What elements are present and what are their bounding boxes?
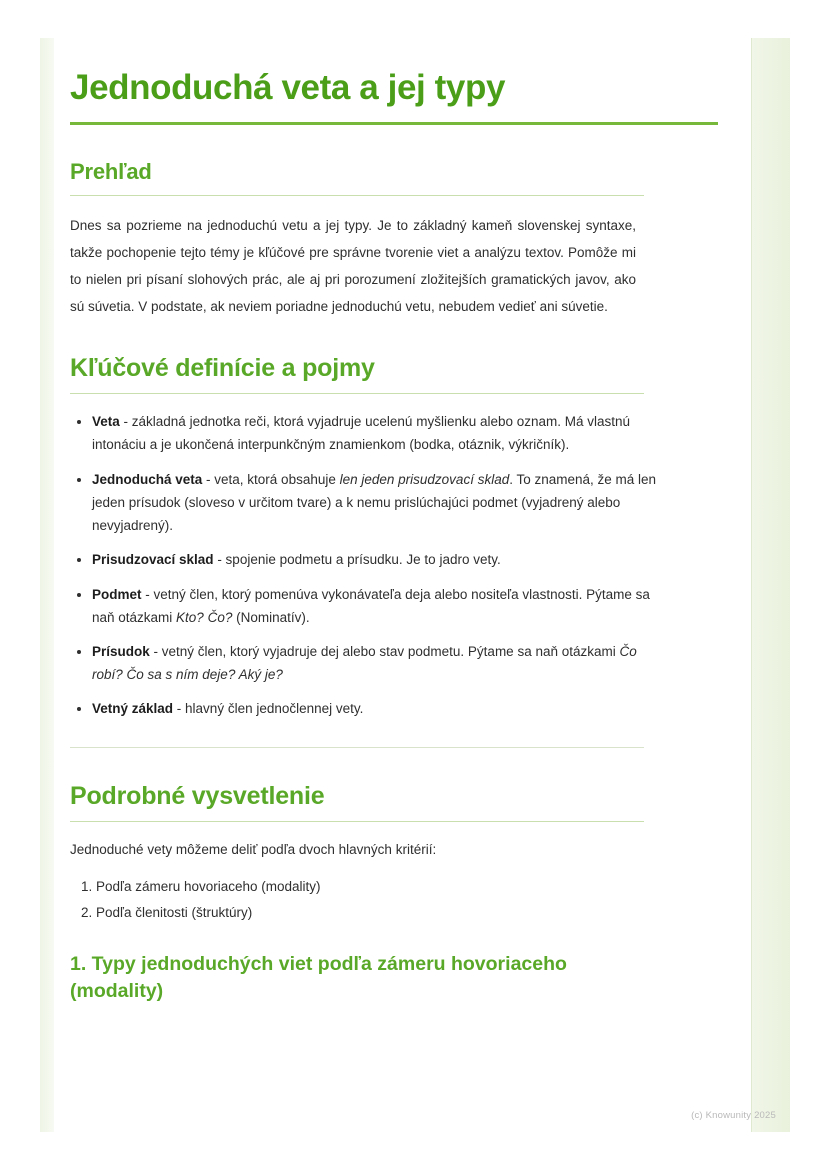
definition-term: Podmet [92, 586, 142, 602]
definition-text: - vetný člen, ktorý vyjadruje dej alebo stav podmetu. Pýtame sa naň otázkami [149, 644, 620, 659]
list-item: 2. Podľa členitosti (štruktúry) [96, 900, 662, 926]
section-divider-overview [70, 195, 644, 196]
definition-text: - spojenie podmetu a prísudku. Je to jadro vety. [213, 552, 501, 568]
definition-text: - vetný člen, ktorý pomenúva vykonávateľa deja alebo nositeľa vlastnosti. Pýtame sa naň otázkami [92, 586, 650, 625]
definition-term: Prísudok [92, 644, 150, 659]
document-content [70, 38, 734, 1004]
explanation-intro: Jednoduché vety môžeme deliť podľa dvoch hlavných kritérií: [70, 841, 437, 857]
list-item [92, 697, 664, 720]
definition-term: Veta [92, 414, 120, 430]
criteria-list [70, 874, 662, 925]
definition-text: - základná jednotka reči, ktorá vyjadruje ucelenú myšlienku alebo oznam. Má vlastnú intonáciu a je ukončená interpunkčným znamienkom (bodka, otáznik, výkričník). [92, 414, 631, 453]
subsection-heading-modality: 1. Typy jednoduchých viet podľa zámeru hovoriaceho (modality) [70, 953, 567, 1002]
list-item [92, 583, 664, 629]
section-divider-explanation [70, 821, 644, 822]
section-divider-definitions [70, 393, 644, 394]
page-edge-right-decoration [751, 38, 790, 1132]
document-sheet [54, 38, 750, 1132]
definitions-list [70, 410, 664, 720]
definition-term: Vetný základ [92, 701, 174, 717]
definition-emphasis: len jeden prisudzovací sklad [339, 471, 510, 487]
list-item [92, 640, 664, 686]
page-edge-left-decoration [40, 38, 54, 1132]
overview-paragraph: Dnes sa pozrieme na jednoduchú vetu a jej typy. Je to základný kameň slovenskej syntaxe, takže pochopenie tejto témy je kľúčové pre správne tvorenie viet a analýzu textov. Pomôže mi to nielen pri písaní slohových prác, ale aj pri porozumení zložitejších gramatických javov, ako sú súvetia. V podstate, ak neviem poriadne jednoduchú vetu, nebudem vedieť ani súvetie. [70, 218, 636, 315]
definition-text: - hlavný člen jednočlennej vety. [173, 701, 364, 717]
list-item: 1. Podľa zámeru hovoriaceho (modality) [96, 874, 662, 900]
section-separator [70, 747, 644, 748]
section-heading-explanation: Podrobné vysvetlenie [70, 781, 325, 810]
definition-text: - veta, ktorá obsahuje [202, 471, 340, 487]
definition-term: Jednoduchá veta [92, 471, 203, 487]
watermark-label: (c) Knowunity 2025 [691, 1110, 776, 1121]
definition-term: Prisudzovací sklad [92, 552, 214, 568]
list-item [92, 548, 664, 571]
section-heading-definitions: Kľúčové definície a pojmy [70, 354, 375, 383]
definition-text-cont: (Nominatív). [232, 609, 310, 625]
list-item [92, 410, 664, 456]
title-divider [70, 122, 718, 125]
section-heading-overview: Prehľad [70, 159, 152, 185]
definition-emphasis: Kto? Čo? [176, 609, 233, 625]
page-title: Jednoduchá veta a jej typy [70, 68, 506, 107]
list-item [92, 468, 664, 538]
definition-emphasis: Čo robí? Čo sa s ním deje? Aký je? [92, 644, 637, 683]
definition-text-cont: . To znamená, že má len jeden prísudok (sloveso v určitom tvare) a k nemu prislúchajúci podmet (vyjadrený alebo nevyjadrený). [92, 471, 657, 534]
